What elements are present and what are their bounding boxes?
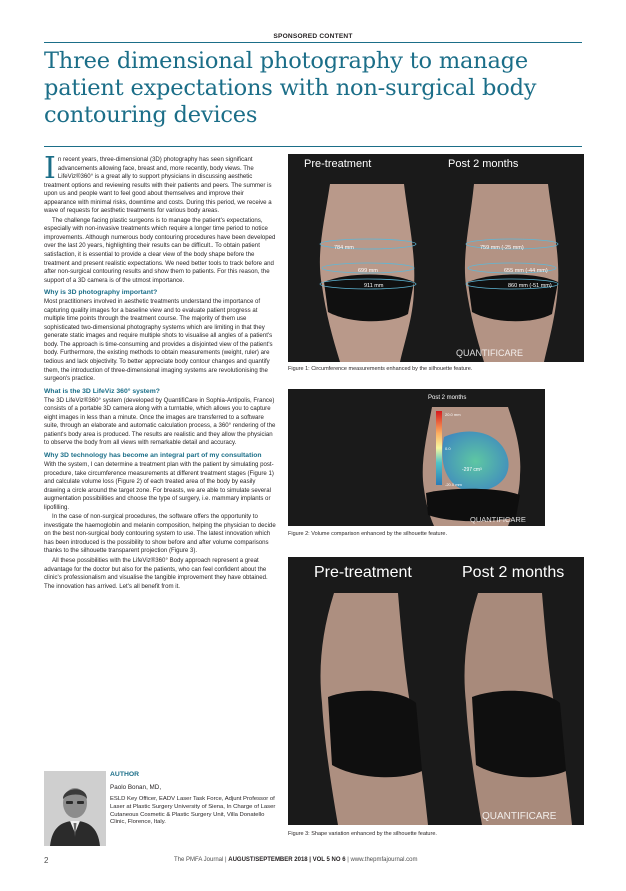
fig1-measure: 860 mm (-51 mm) xyxy=(508,283,552,289)
sponsored-label: SPONSORED CONTENT xyxy=(273,33,353,40)
section-heading: What is the 3D LifeViz 360° system? xyxy=(44,387,160,395)
fig1-measure: 911 mm xyxy=(364,283,384,289)
author-photo xyxy=(44,771,106,846)
quantificare-logo: QUANTIFICARE xyxy=(456,348,524,358)
section-heading: Why is 3D photography important? xyxy=(44,289,158,297)
section-paragraph: In the case of non-surgical procedures, the software offers the opportunity to investigate the haemoglobin and melanin composition, helping the physician to decide on the best non-surgical body contouring system to use. The latest innovation which has been introduced is the possibility to show before and after volume comparisons thanks to the silhouette transparent projection (Figure 3). xyxy=(44,513,276,555)
fig3-post-label: Post 2 months xyxy=(462,564,565,581)
fig1-pre-label: Pre-treatment xyxy=(304,158,372,170)
fig2-scale-bottom: -20.0 mm xyxy=(445,482,462,487)
fig1-measure: 655 mm (-44 mm) xyxy=(504,268,548,274)
drop-cap: I xyxy=(44,151,56,186)
fig1-post-label: Post 2 months xyxy=(448,158,519,170)
fig2-scale-mid: 0.0 xyxy=(445,446,451,451)
section-paragraph: With the system, I can determine a treatment plan with the patient by simulating post-procedure, take circumference measurements at different treatment stages (Figure 1) and calculate volume loss (Figure 2) of each treated area of the body by easily drawing a circle around the target zone. For breasts, we are able to simulate several augmentation possibilities and choose the type of surgery, i.e. mammary implants or lipofilling. xyxy=(44,460,274,511)
author-label: AUTHOR xyxy=(110,771,140,778)
figure-3-caption: Figure 3: Shape variation enhanced by the silhouette feature. xyxy=(288,831,437,837)
section-paragraph: All these possibilities with the LifeViz®360° Body approach represent a great advantage for the doctor but also for the patients, who can feel confident about the clinic's professionalism and visualise the tangible improvement they have obtained. The innovation has arrived. Let's all benefit from it. xyxy=(44,556,268,590)
author-portrait-icon xyxy=(44,771,106,846)
header-rule xyxy=(44,42,582,43)
footer-info: The PMFA Journal | AUGUST/SEPTEMBER 2018 | VOL 5 NO 6 | www.thepmfajournal.com xyxy=(174,857,418,863)
section-heading: Why 3D technology has become an integral part of my consultation xyxy=(44,451,262,459)
figure-2-photo xyxy=(288,389,545,526)
article-title: Three dimensional photography to manage patient expectations with non-surgical body contouring devices xyxy=(44,48,537,128)
journal-url[interactable]: www.thepmfajournal.com xyxy=(350,857,418,863)
journal-name: The PMFA Journal xyxy=(174,857,224,863)
figure-1-caption: Figure 1: Circumference measurements enhanced by the silhouette feature. xyxy=(288,366,473,372)
author-bio: ESLD Key Officer, EADV Laser Task Force, Adjunt Professor of Laser at Plastic Surgery University of Siena, In Charge of Laser Cutaneous Cosmetic & Plastic Surgery Unit, Villa Donatello Clinic, Florence, Italy. xyxy=(110,796,276,826)
issue-label: AUGUST/SEPTEMBER 2018 | VOL 5 NO 6 xyxy=(228,857,346,863)
figure-3-photo xyxy=(288,557,584,825)
fig2-scale-top: 20.0 mm xyxy=(445,412,461,417)
fig3-pre-label: Pre-treatment xyxy=(314,564,412,581)
section-paragraph: Most practitioners involved in aesthetic treatments understand the importance of capturing quality images for a baseline view and to evaluate patient progress at multiple time points through the treatment course. The majority of them use sophisticated two-dimensional photography systems which are limiting in that they generate static images and require multiple shots to visualise all angles of a patient's body. The approach is time-consuming and provides a disjointed view of the patient's body. Furthermore, the existing methods to obtain measurements (weight, ruler) are tedious and lack objectivity. To better appreciate body contour changes and quantify them, the introduction of three-dimensional imaging systems are revolutionising the surgeon's practice. xyxy=(44,298,273,383)
fig2-label: Post 2 months xyxy=(428,395,467,401)
section-paragraph: The 3D LifeViz®360° system (developed by QuantifiCare in Sophia-Antipolis, France) consists of a portable 3D camera along with a turntable, which allows you to capture eight images in less than a minute. Once the images are transferred to a software suite, through an elaborate and automatic calculation process, a 360° rendering of the patient's body area is produced. The results are realistic and they allow the physician to observe the body from all views with remarkable detail and accuracy. xyxy=(44,396,276,447)
article-body xyxy=(44,151,276,592)
fig2-volume: -297 cm³ xyxy=(462,467,482,473)
intro-paragraph: The challenge facing plastic surgeons is to manage the patient's expectations, especially with non-invasive treatments which require a longer time period to notice improvements. Although numerous body contouring procedures have been developed over the last 20 years, highlighting their results can be difficult.. To obtain patient satisfaction, it is essential to provide a clear view of the body shape before the treatment and present realistic expectations. We need better tools to track before and after non-surgical contouring results and show them to patients. For this reason, the support of a 3D camera is of the utmost importance. xyxy=(44,216,276,284)
figure-1-photo xyxy=(288,154,584,362)
quantificare-logo: QUANTIFICARE xyxy=(482,811,557,822)
quantificare-logo: QUANTIFICARE xyxy=(470,515,526,524)
author-name: Paolo Bonan, MD, xyxy=(110,784,162,791)
title-rule xyxy=(44,146,582,147)
figure-2-caption: Figure 2: Volume comparison enhanced by the silhouette feature. xyxy=(288,531,447,537)
author-box xyxy=(44,771,276,853)
fig1-measure: 759 mm (-25 mm) xyxy=(480,245,524,251)
fig1-measure: 784 mm xyxy=(334,245,354,251)
intro-paragraph: In recent years, three-dimensional (3D) photography has seen significant advancements allowing face, breast and, more recently, body views. The LifeViz®360° is a great ally to support physicians in discussing aesthetic treatment options and reviewing results with their patients and peers. The summer is upon us and people want to feel good about themselves and improve their appearance with minimal risks, downtime and costs. During this period, we receive a wave of requests for aesthetic treatments for various body areas. xyxy=(44,151,272,215)
page-number: 2 xyxy=(44,856,49,865)
fig1-measure: 699 mm xyxy=(358,268,378,274)
